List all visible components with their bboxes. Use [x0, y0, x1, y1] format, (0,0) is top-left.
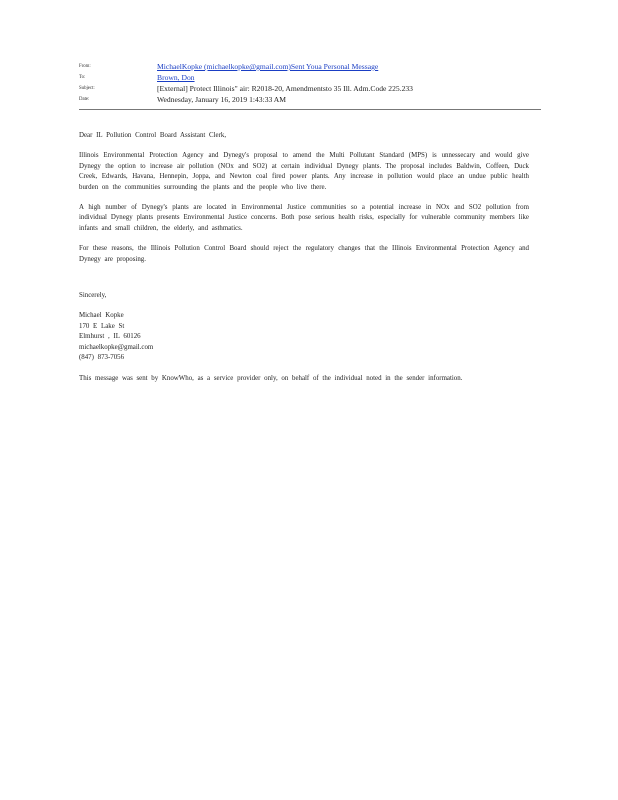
to-link[interactable]: Brown, Don [157, 73, 195, 82]
to-row [79, 72, 539, 83]
signer-city: Elmhurst , IL 60126 [79, 333, 141, 341]
date-row [79, 94, 539, 105]
email-header [79, 61, 539, 105]
signer-name: Michael Kopke [79, 312, 124, 320]
from-label: From: [79, 64, 91, 69]
salutation: Dear IL Pollution Control Board Assistant Clerk, [79, 132, 227, 139]
date-label: Date: [79, 97, 90, 102]
spacer [79, 275, 529, 291]
paragraph-3: For these reasons, the Illinois Pollution Control Board should reject the regulatory changes that the Illinois Environmental Protection Agency and Dynegy are proposing. [79, 245, 529, 263]
signer-email: michaelkopke@gmail.com [79, 343, 154, 351]
subject-value: [External] Protect Illinois" air: R2018-20, Amendmentsto 35 Ill. Adm.Code 225.233 [157, 84, 413, 93]
paragraph-1: Illinois Environmental Protection Agency and Dynegy's proposal to amend the Multi Pollutant Standard (MPS) is unnessecary and would give Dynegy the option to increase air pollution (NOx and SO2) at certain individual Dynegy plants. The proposal includes Baldwin, Coffeen, Duck Creek, Edwards, Havana, Hennepin, Joppa, and Newton coal fired power plants. Any increase in pollution would place an undue public health burden on the communities surrounding the plants and the people who live there. [79, 152, 529, 191]
closing: Sincerely, [79, 292, 107, 300]
signature-block [79, 291, 529, 363]
subject-row [79, 83, 539, 94]
paragraph-2: A high number of Dynegy's plants are located in Environmental Justice communities so a potential increase in NOx and SO2 pollution from individual Dynegy plants presents Environmental Justice concerns. Both pose serious health risks, especially for vulnerable community members like infants and small children, the elderly, and asthmatics. [79, 204, 529, 232]
from-row [79, 61, 539, 72]
signer-phone: (847) 873-7056 [79, 354, 125, 362]
from-link[interactable]: MichaelKopke (michaelkopke@gmail.com)Sent Youa Personal Message [157, 62, 379, 71]
to-label: To: [79, 75, 86, 80]
subject-label: Subject: [79, 86, 95, 91]
signer-street: 170 E Lake St [79, 322, 125, 330]
header-divider [79, 109, 541, 110]
date-value: Wednesday, January 16, 2019 1:43:33 AM [157, 95, 287, 104]
letter-body [79, 131, 529, 384]
footer-note: This message was sent by KnowWho, as a service provider only, on behalf of the individual noted in the sender information. [79, 374, 463, 382]
